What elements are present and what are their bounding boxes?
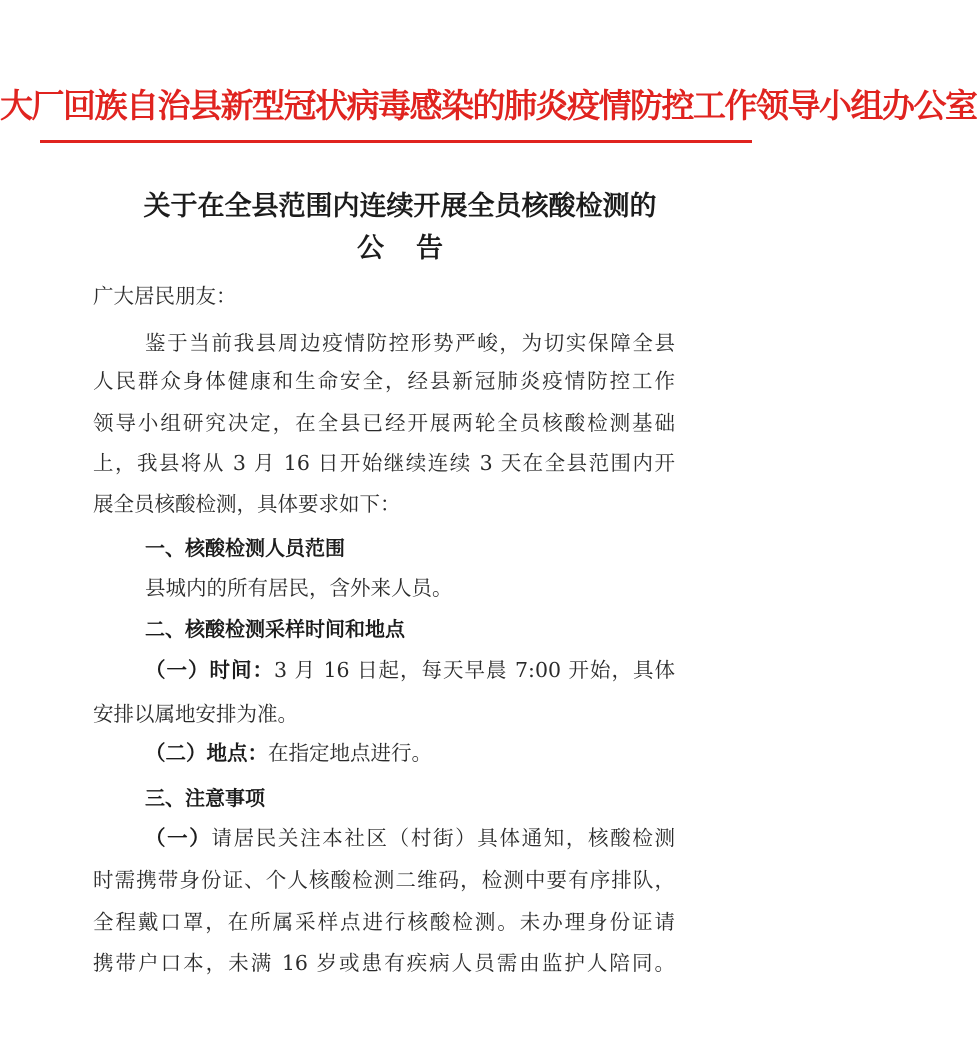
intro-line-1: 鉴于当前我县周边疫情防控形势严峻，为切实保障全县 <box>145 331 675 355</box>
salutation: 广大居民朋友： <box>93 284 237 308</box>
section3-item1-label: （一） <box>145 826 212 850</box>
section2-heading: 二、核酸检测采样时间和地点 <box>145 617 405 641</box>
section3-item1-text: 请居民关注本社区（村街）具体通知，核酸检测 <box>211 826 676 850</box>
section2-item1-line1 <box>145 657 675 683</box>
issuing-office-title: 大厂回族自治县新型冠状病毒感染的肺炎疫情防控工作领导小组办公室 <box>0 86 977 125</box>
section1-heading: 一、核酸检测人员范围 <box>145 536 345 560</box>
section3-item1-line4: 携带户口本，未满 16 岁或患有疾病人员需由监护人陪同。 <box>93 951 675 975</box>
intro-line-3: 领导小组研究决定，在全县已经开展两轮全员核酸检测基础 <box>93 411 675 435</box>
intro-line-2: 人民群众身体健康和生命安全，经县新冠肺炎疫情防控工作 <box>93 369 675 393</box>
red-header-rule <box>40 140 752 143</box>
intro-line-5: 展全员核酸检测，具体要求如下： <box>93 492 401 516</box>
section2-item1-line2: 安排以属地安排为准。 <box>93 702 298 726</box>
section3-item1-line1 <box>145 825 675 851</box>
document-title-line2: 公告 <box>357 233 475 264</box>
section3-heading: 三、注意事项 <box>145 786 265 810</box>
section3-item1-line2: 时需携带身份证、个人核酸检测二维码，检测中要有序排队， <box>93 868 675 892</box>
section2-item2 <box>145 740 745 766</box>
section2-item2-text: 在指定地点进行。 <box>268 741 432 765</box>
section2-item1-label: （一）时间： <box>145 658 274 682</box>
intro-line-4: 上，我县将从 3 月 16 日开始继续连续 3 天在全县范围内开 <box>93 451 675 475</box>
section2-item2-label: （二）地点： <box>145 741 268 765</box>
section3-item1-line3: 全程戴口罩，在所属采样点进行核酸检测。未办理身份证请 <box>93 910 675 934</box>
section1-text: 县城内的所有居民，含外来人员。 <box>145 576 453 600</box>
section2-item1-text: 3 月 16 日起，每天早晨 7:00 开始，具体 <box>273 658 675 682</box>
document-title-line1: 关于在全县范围内连续开展全员核酸检测的 <box>143 191 657 222</box>
